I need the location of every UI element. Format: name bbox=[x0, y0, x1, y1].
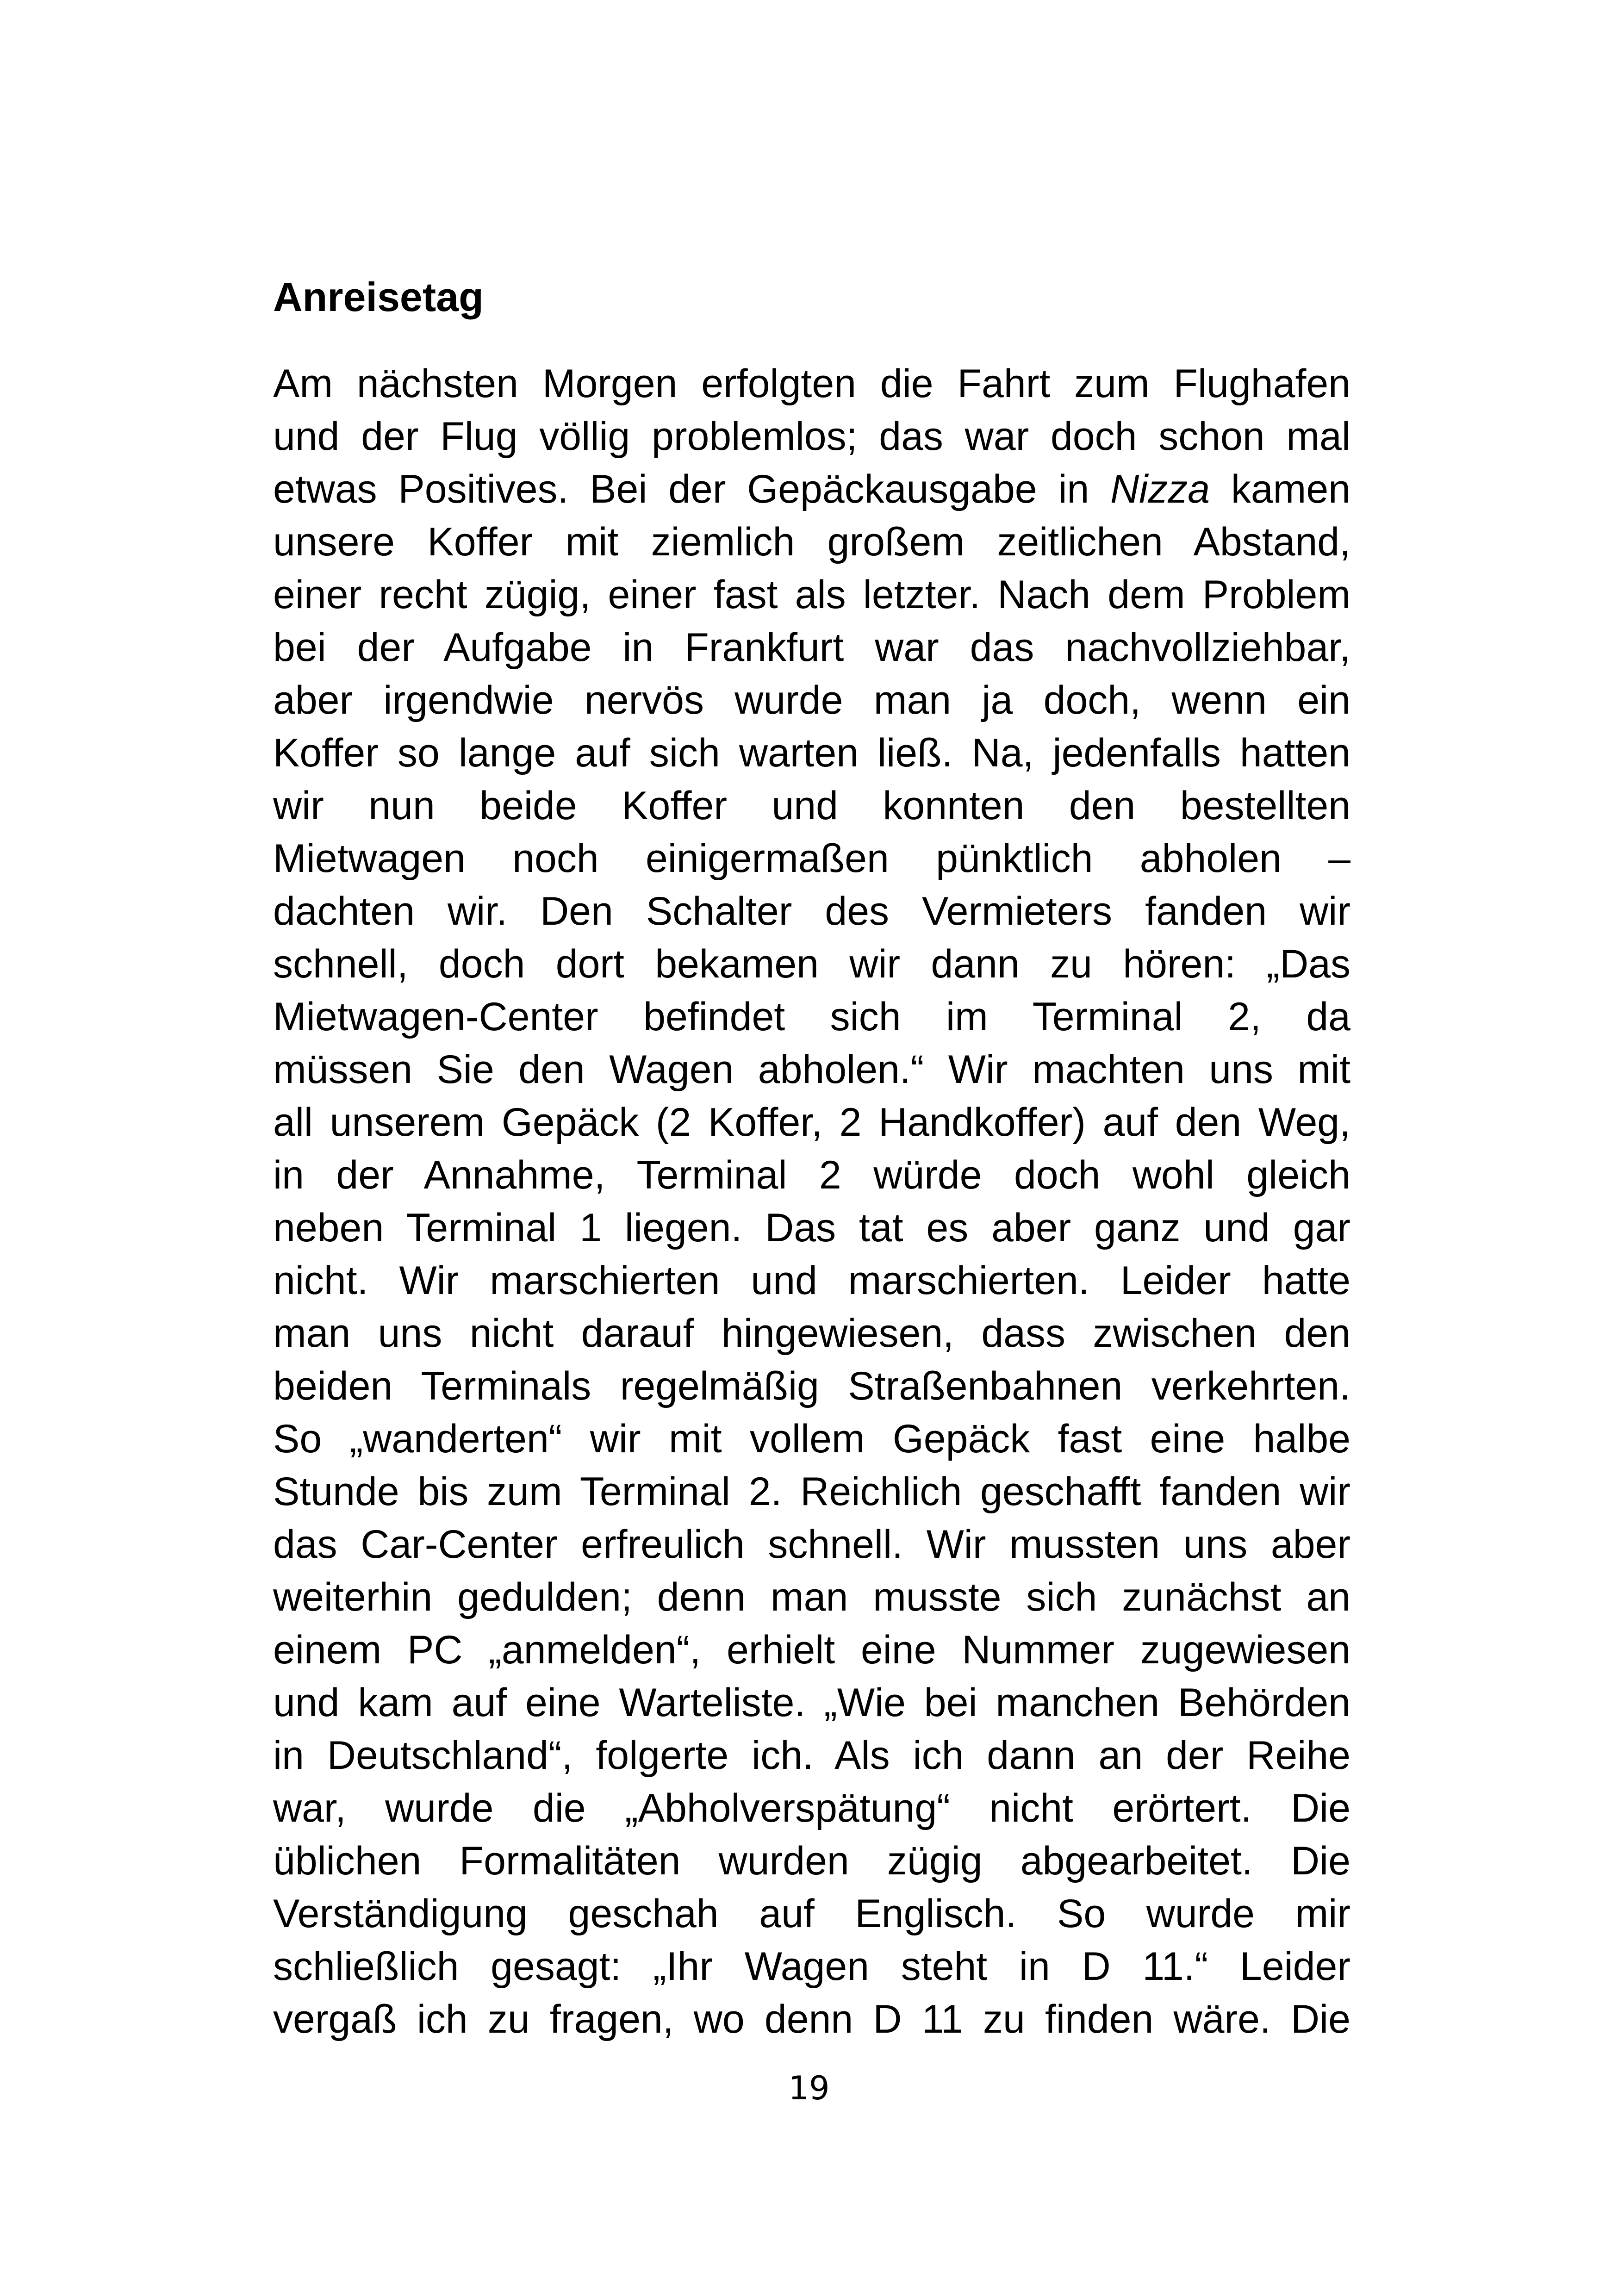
text-line: war, wurde die „Abholverspätung“ nicht erörtert. Die bbox=[273, 1786, 1350, 1830]
text-line: und kam auf eine Warteliste. „Wie bei manchen Behörden bbox=[273, 1680, 1350, 1725]
chapter-heading: Anreisetag bbox=[273, 274, 484, 320]
text-line: üblichen Formalitäten wurden zügig abgearbeitet. Die bbox=[273, 1839, 1350, 1883]
text-segment: etwas Positives. Bei der Gepäckausgabe in bbox=[273, 467, 1111, 511]
text-line: das Car-Center erfreulich schnell. Wir mussten uns aber bbox=[273, 1522, 1350, 1567]
text-line: dachten wir. Den Schalter des Vermieters fanden wir bbox=[273, 889, 1350, 933]
text-line: bei der Aufgabe in Frankfurt war das nachvollziehbar, bbox=[273, 625, 1350, 670]
text-line: Am nächsten Morgen erfolgten die Fahrt zum Flughafen bbox=[273, 361, 1350, 406]
text-line: man uns nicht darauf hingewiesen, dass zwischen den bbox=[273, 1311, 1350, 1356]
text-line bbox=[273, 463, 1350, 516]
text-line: all unserem Gepäck (2 Koffer, 2 Handkoffer) auf den Weg, bbox=[273, 1100, 1350, 1145]
text-line: aber irgendwie nervös wurde man ja doch, wenn ein bbox=[273, 678, 1350, 722]
text-line: nicht. Wir marschierten und marschierten. Leider hatte bbox=[273, 1258, 1350, 1303]
text-line: neben Terminal 1 liegen. Das tat es aber ganz und gar bbox=[273, 1206, 1350, 1250]
text-line: schnell, doch dort bekamen wir dann zu hören: „Das bbox=[273, 942, 1350, 986]
text-line: in Deutschland“, folgerte ich. Als ich dann an der Reihe bbox=[273, 1733, 1350, 1778]
text-line: einem PC „anmelden“, erhielt eine Nummer zugewiesen bbox=[273, 1628, 1350, 1672]
text-line: Mietwagen-Center befindet sich im Terminal 2, da bbox=[273, 995, 1350, 1039]
text-line: müssen Sie den Wagen abholen.“ Wir machten uns mit bbox=[273, 1047, 1350, 1092]
text-line: Koffer so lange auf sich warten ließ. Na, jedenfalls hatten bbox=[273, 731, 1350, 775]
text-line: vergaß ich zu fragen, wo denn D 11 zu finden wäre. Die bbox=[273, 1997, 1350, 2041]
text-line: einer recht zügig, einer fast als letzter. Nach dem Problem bbox=[273, 572, 1350, 617]
text-line: schließlich gesagt: „Ihr Wagen steht in D 11.“ Leider bbox=[273, 1944, 1350, 1989]
italic-place-name: Nizza bbox=[1110, 467, 1210, 511]
text-line: So „wanderten“ wir mit vollem Gepäck fast eine halbe bbox=[273, 1417, 1350, 1461]
text-segment: kamen bbox=[1210, 467, 1350, 511]
body-paragraph bbox=[273, 357, 1350, 2046]
text-line: und der Flug völlig problemlos; das war doch schon mal bbox=[273, 414, 1350, 459]
text-line: wir nun beide Koffer und konnten den bestellten bbox=[273, 784, 1350, 828]
text-line: Verständigung geschah auf Englisch. So wurde mir bbox=[273, 1892, 1350, 1936]
text-line: Stunde bis zum Terminal 2. Reichlich geschafft fanden wir bbox=[273, 1469, 1350, 1514]
text-line: weiterhin gedulden; denn man musste sich zunächst an bbox=[273, 1575, 1350, 1619]
text-line: beiden Terminals regelmäßig Straßenbahnen verkehrten. bbox=[273, 1364, 1350, 1408]
page-number: 19 bbox=[788, 2069, 830, 2107]
text-line: in der Annahme, Terminal 2 würde doch wohl gleich bbox=[273, 1153, 1350, 1197]
text-line: unsere Koffer mit ziemlich großem zeitlichen Abstand, bbox=[273, 520, 1350, 564]
text-line: Mietwagen noch einigermaßen pünktlich abholen – bbox=[273, 836, 1350, 881]
